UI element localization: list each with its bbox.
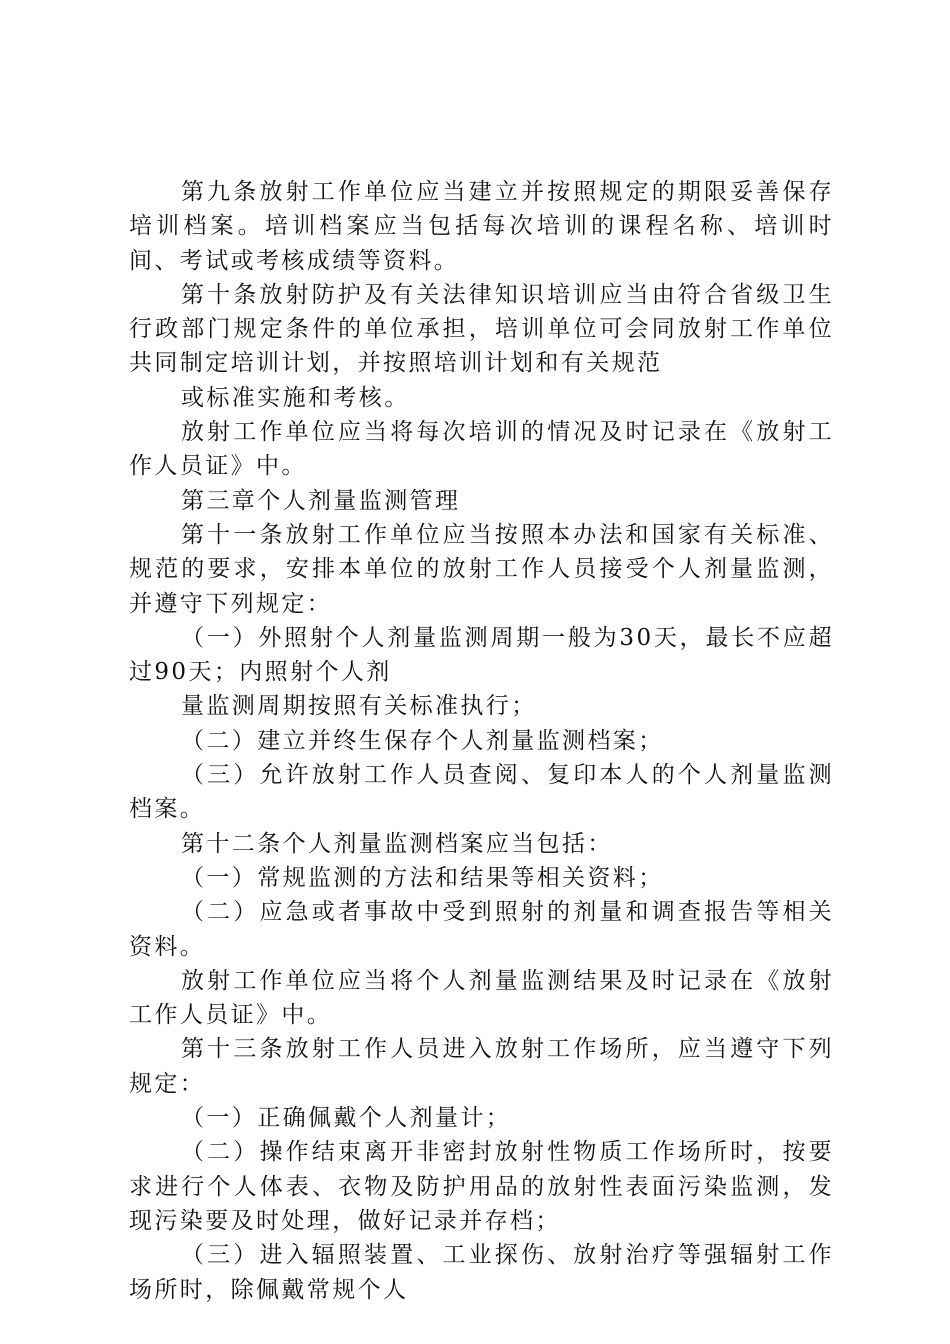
paragraph-article-10-continued: 或标准实施和考核。 [181,384,410,411]
paragraph-article-9: 第九条放射工作单位应当建立并按照规定的期限妥善保存培训档案。培训档案应当包括每次培训的课程名称、培训时间、考试或考核成绩等资料。 [129,179,834,274]
paragraph-article-10: 第十条放射防护及有关法律知识培训应当由符合省级卫生行政部门规定条件的单位承担，培训单位可会同放射工作单位共同制定培训计划，并按照培训计划和有关规范 [129,281,834,377]
list-item-13-2: （二）操作结束离开非密封放射性物质工作场所时，按要求进行个人体表、衣物及防护用品的放射性表面污染监测，发现污染要及时处理，做好记录并存档； [129,1139,834,1234]
list-item-11-2: （二）建立并终生保存个人剂量监测档案； [181,727,664,754]
paragraph-training-record: 放射工作单位应当将每次培训的情况及时记录在《放射工作人员证》中。 [129,419,834,480]
chapter-heading: 第三章个人剂量监测管理 [181,487,461,514]
list-item-11-3: （三）允许放射工作人员查阅、复印本人的个人剂量监测档案。 [129,762,834,823]
list-item-13-3: （三）进入辐照装置、工业探伤、放射治疗等强辐射工作场所时，除佩戴常规个人 [129,1242,834,1303]
paragraph-article-13: 第十三条放射工作人员进入放射工作场所，应当遵守下列规定： [129,1036,834,1097]
document-body [129,175,834,1307]
paragraph-dose-record: 放射工作单位应当将个人剂量监测结果及时记录在《放射工作人员证》中。 [129,967,834,1029]
paragraph-article-11: 第十一条放射工作单位应当按照本办法和国家有关标准、规范的要求，安排本单位的放射工作人员接受个人剂量监测，并遵守下列规定： [129,521,834,617]
list-item-11-1-continued: 量监测周期按照有关标准执行； [181,693,537,720]
list-item-13-1: （一）正确佩戴个人剂量计； [181,1105,512,1132]
paragraph-article-12: 第十二条个人剂量监测档案应当包括： [181,830,613,857]
list-item-12-1: （一）常规监测的方法和结果等相关资料； [181,864,664,891]
list-item-12-2: （二）应急或者事故中受到照射的剂量和调查报告等相关资料。 [129,899,834,960]
list-item-11-1: （一）外照射个人剂量监测周期一般为30天，最长不应超过90天；内照射个人剂 [129,624,834,686]
